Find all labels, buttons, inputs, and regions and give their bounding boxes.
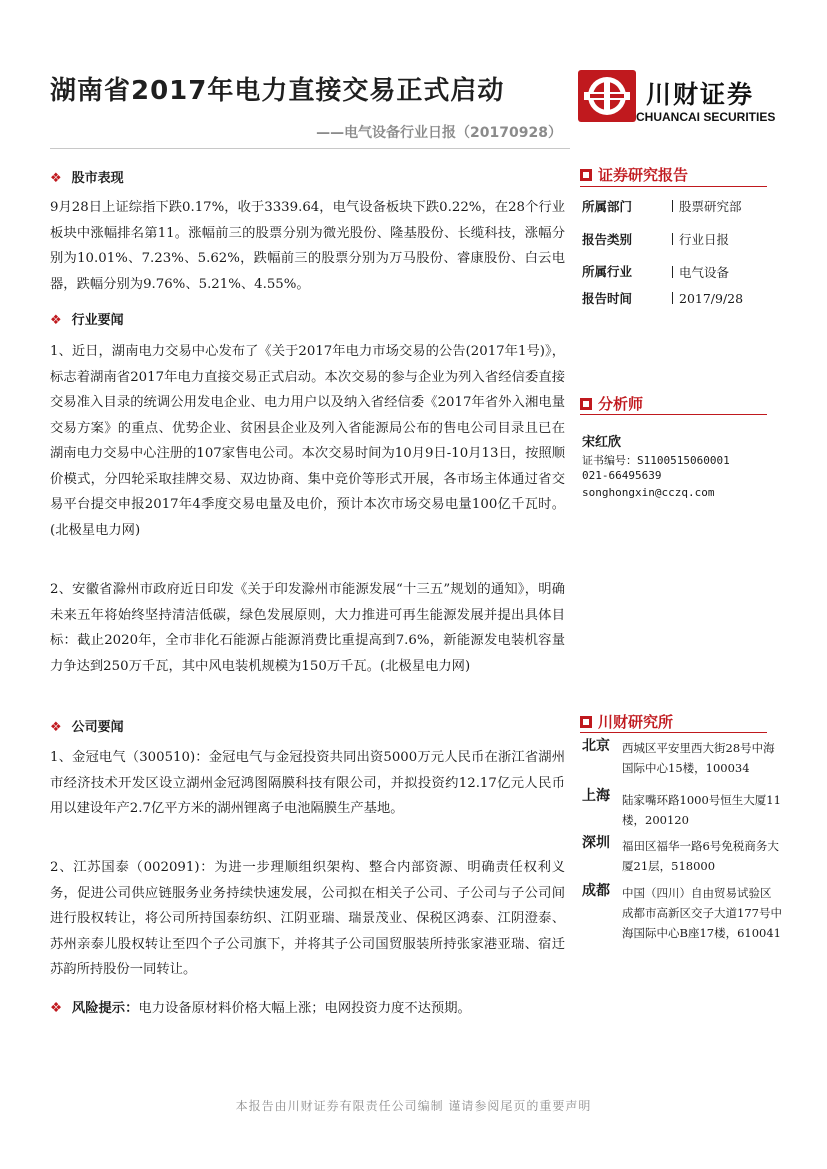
- info-value-industry: 电气设备: [672, 263, 729, 281]
- square-bullet-icon: [580, 398, 592, 410]
- square-bullet-icon: [580, 716, 592, 728]
- diamond-bullet-icon: ❖: [50, 171, 62, 186]
- page-title: 湖南省2017年电力直接交易正式启动: [50, 76, 505, 106]
- diamond-bullet-icon: ❖: [50, 1001, 62, 1016]
- analyst-heading: 分析师: [580, 393, 780, 414]
- info-label-category: 报告类别: [582, 232, 633, 247]
- header-divider: [50, 148, 570, 149]
- office-address: 福田区福华一路6号免税商务大厦21层，518000: [622, 839, 779, 873]
- section-heading-industry: ❖ 行业要闻: [50, 313, 124, 328]
- office-address: 中国（四川）自由贸易试验区成都市高新区交子大道177号中海国际中心B座17楼，610041: [622, 886, 782, 940]
- market-paragraph: 9月28日上证综指下跌0.17%，收于3339.64，电气设备板块下跌0.22%，在28个行业板块中涨幅排名第11。涨幅前三的股票分别为微光股份、隆基股份、长缆科技，涨幅分别为10.01%、7.23%、5.62%，跌幅前三的股票分别为万马股份、睿康股份、白云电器，跌幅分别为9.76%、5.21%、4.55%。: [50, 200, 565, 292]
- section-heading-market: ❖ 股市表现: [50, 171, 124, 186]
- office-city: 上海: [582, 788, 610, 804]
- diamond-bullet-icon: ❖: [50, 313, 62, 328]
- office-address: 西城区平安里西大街28号中海国际中心15楼，100034: [622, 741, 775, 775]
- company-news-item: 2、江苏国泰（002091)：为进一步理顺组织架构、整合内部资源、明确责任权利义务，促进公司供应链服务业务持续快速发展，公司拟在相关子公司、子公司与子公司间进行股权转让，将公司所持国泰纺织、江阴亚瑞、瑞景茂业、保税区鸿泰、江阴澄泰、苏州亲泰儿股权转让至四个子公司旗下，并将其子公司国贸服装所持张家港亚瑞、宿迁苏韵所持股份一同转让。: [50, 860, 565, 977]
- office-city: 成都: [582, 883, 610, 899]
- institute-heading: 川财研究所: [580, 711, 780, 732]
- analyst-email[interactable]: songhongxin@cczq.com: [582, 486, 715, 499]
- company-news-item: 1、金冠电气（300510)：金冠电气与金冠投资共同出资5000万元人民币在浙江省湖州市经济技术开发区设立湖州金冠鸿图隔膜科技有限公司，并拟投资约12.17亿元人民币用以建设年产2.7亿平方米的湖州锂离子电池隔膜生产基地。: [50, 750, 565, 816]
- office-city: 北京: [582, 738, 610, 754]
- square-bullet-icon: [580, 169, 592, 181]
- info-value-department: 股票研究部: [672, 197, 742, 215]
- analyst-name: 宋红欣: [582, 435, 622, 450]
- analyst-phone: 021-66495639: [582, 469, 662, 482]
- office-city: 深圳: [582, 835, 610, 851]
- sidebar-divider: [580, 414, 767, 415]
- logo-name-en: CHUANCAI SECURITIES: [636, 110, 776, 124]
- footer-disclaimer: 本报告由川财证券有限责任公司编制 谨请参阅尾页的重要声明: [235, 1099, 592, 1113]
- info-label-industry: 所属行业: [582, 264, 633, 279]
- sidebar-divider: [580, 186, 767, 187]
- info-label-date: 报告时间: [582, 291, 633, 306]
- risk-warning: [50, 997, 570, 1016]
- section-heading-company: ❖ 公司要闻: [50, 720, 124, 735]
- info-value-category: 行业日报: [672, 230, 729, 248]
- chuancai-logo-icon: [578, 70, 636, 122]
- report-info-heading: 证券研究报告: [580, 164, 780, 185]
- office-address: 陆家嘴环路1000号恒生大厦11楼，200120: [622, 793, 781, 827]
- sidebar-divider: [580, 732, 767, 733]
- info-label-department: 所属部门: [582, 199, 633, 214]
- page-subtitle: ——电气设备行业日报（20170928）: [316, 125, 562, 141]
- diamond-bullet-icon: ❖: [50, 720, 62, 735]
- industry-news-item: 2、安徽省滁州市政府近日印发《关于印发滁州市能源发展“十三五”规划的通知》，明确未来五年将始终坚持清洁低碳，绿色发展原则，大力推进可再生能源发展并提出具体目标：截止2020年，全市非化石能源占能源消费比重提高到7.6%，新能源发电装机容量力争达到250万千瓦，其中风电装机规模为150万千瓦。(北极星电力网): [50, 582, 565, 674]
- analyst-cert: 证书编号：S1100515060001: [582, 454, 730, 467]
- logo-name-cn: 川财证券: [646, 80, 755, 109]
- risk-text: 电力设备原材料价格大幅上涨；电网投资力度不达预期。: [138, 1001, 471, 1016]
- industry-news-item: 1、近日，湖南电力交易中心发布了《关于2017年电力市场交易的公告(2017年1号)》，标志着湖南省2017年电力直接交易正式启动。本次交易的参与企业为列入省经信委直接交易准入目录的统调公用发电企业、电力用户以及纳入省经信委《2017年省外入湘电量交易方案》的重点、优势企业、贫困县企业及列入省能源局公布的售电公司目录且已在湖南电力交易中心注册的107家售电公司。本次交易时间为10月9日-10月13日，按照顺价模式，分四轮采取挂牌交易、双边协商、集中竞价等形式开展，各市场主体通过省交易平台提交申报2017年4季度交易电量及电价，预计本次市场交易电量100亿千瓦时。(北极星电力网): [50, 344, 565, 538]
- info-value-date: 2017/9/28: [672, 291, 743, 306]
- risk-label: 风险提示：: [71, 1001, 139, 1016]
